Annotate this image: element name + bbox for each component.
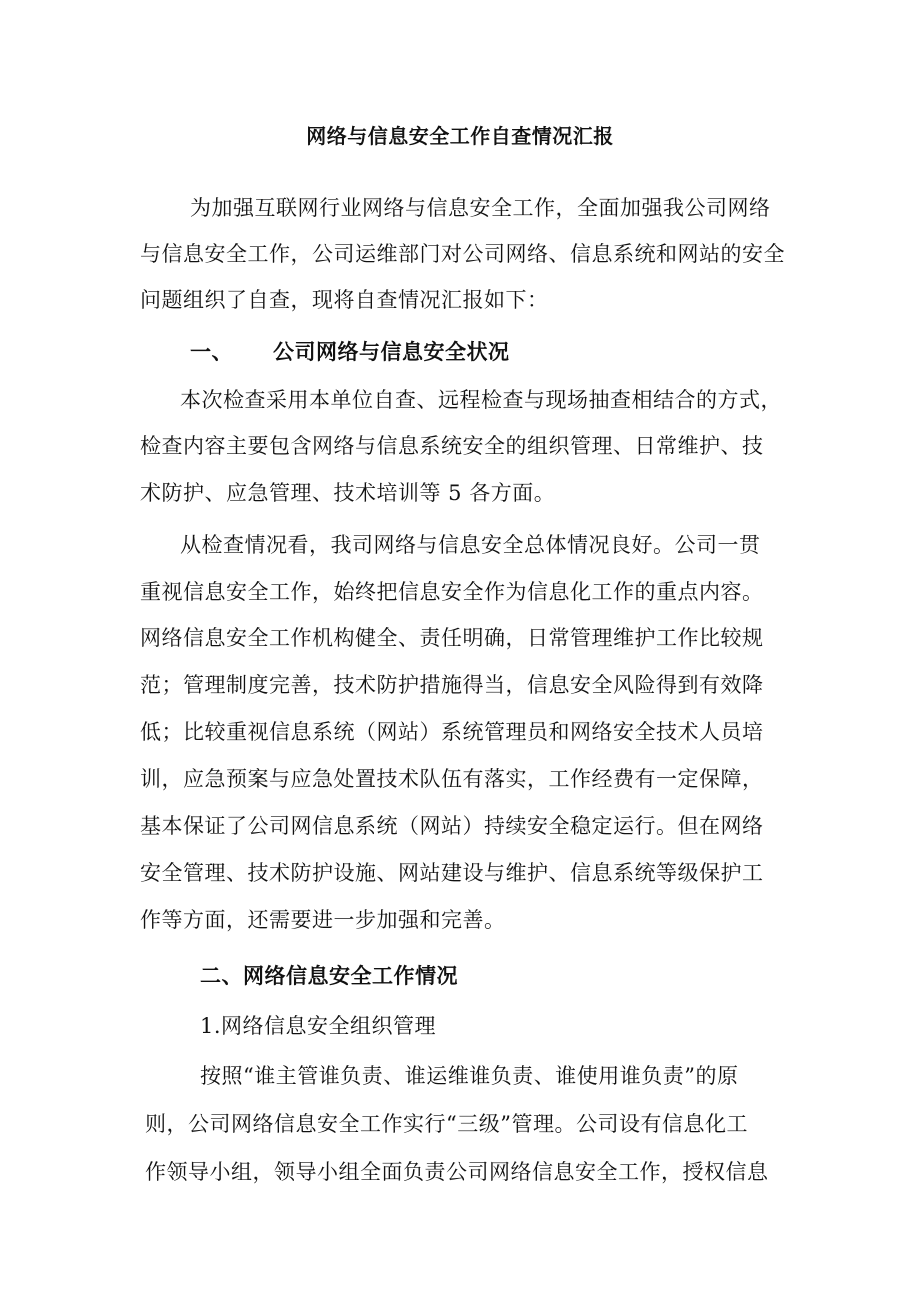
para-2-line-1: 从检查情况看，我司网络与信息安全总体情况良好。公司一贯 [180, 533, 761, 557]
para-2-line-8: 安全管理、技术防护设施、网站建设与维护、信息系统等级保护工 [140, 861, 764, 885]
para-1-line-3: 术防护、应急管理、技术培训等 5 各方面。 [140, 481, 556, 505]
para-2-line-7: 基本保证了公司网信息系统（网站）持续安全稳定运行。但在网络 [140, 814, 764, 838]
para-2-line-2: 重视信息安全工作，始终把信息安全作为信息化工作的重点内容。 [140, 580, 764, 604]
para-1-line-2: 检查内容主要包含网络与信息系统安全的组织管理、日常维护、技 [140, 434, 764, 458]
section-2-heading: 二、网络信息安全工作情况 [200, 963, 458, 988]
para-1-line-1: 本次检查采用本单位自查、远程检查与现场抽查相结合的方式， [180, 388, 782, 412]
intro-line-1: 为加强互联网行业网络与信息安全工作，全面加强我公司网络 [190, 196, 771, 220]
para-2-line-6: 训，应急预案与应急处置技术队伍有落实，工作经费有一定保障， [140, 767, 764, 791]
document-title: 网络与信息安全工作自查情况汇报 [306, 124, 614, 148]
para-2-line-4: 范；管理制度完善，技术防护措施得当，信息安全风险得到有效降 [140, 673, 764, 697]
intro-line-3: 问题组织了自查，现将自查情况汇报如下： [140, 288, 549, 312]
para-2-line-3: 网络信息安全工作机构健全、责任明确，日常管理维护工作比较规 [140, 626, 764, 650]
para-3-line-3: 作领导小组，领导小组全面负责公司网络信息安全工作，授权信息 [145, 1160, 769, 1184]
subsection-1-heading: 1.网络信息安全组织管理 [200, 1014, 437, 1038]
para-2-line-9: 作等方面，还需要进一步加强和完善。 [140, 908, 506, 932]
section-1-title: 公司网络与信息安全状况 [273, 339, 510, 364]
para-2-line-5: 低；比较重视信息系统（网站）系统管理员和网络安全技术人员培 [140, 720, 764, 744]
para-3-line-2: 则，公司网络信息安全工作实行“三级”管理。公司设有信息化工 [145, 1112, 748, 1136]
para-3-line-1: 按照“谁主管谁负责、谁运维谁负责、谁使用谁负责”的原 [200, 1064, 739, 1088]
intro-line-2: 与信息安全工作，公司运维部门对公司网络、信息系统和网站的安全 [140, 242, 785, 266]
section-1-heading [190, 338, 510, 366]
section-1-number: 一、 [190, 339, 233, 364]
